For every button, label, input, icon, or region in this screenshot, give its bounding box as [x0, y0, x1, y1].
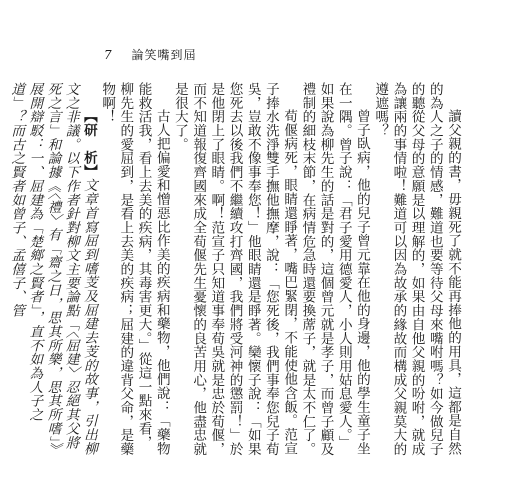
paragraph: 古人把偏愛和憎惡比作美的疾病和藥物，他們說：「藥物能救活我，看上去美的疾病，其毒害更大。」從這一點來看，柳先生的愛屈到，是看上去美的疾病；屈建的違背父命，是藥物啊！ [99, 82, 170, 456]
paragraph: 讀父親的書，毋親死了就不能再捧他的用具，這都是自然的為人之子的情感，難道也要等待父母來嘴咐嗎？如今做兒子的聽從父母的意願是以理解的，如果由自他父親的吩咐，就成為讓兩的事情啦！難道可以因為故承的緣故而構成父親莫大的遵遮嗎？ [372, 82, 461, 456]
vertical-text-body [8, 82, 462, 462]
analysis-text: 文章首寫屈到嗜芰及屈建去芰的故事，引出柳文之非議。以下作者針對柳文主要論點「〈屈建〉忍絕其父將死之言」和論據《〈禮〉有「齋之日，思其所樂，思其所嗜」》展開辯駁：一、屈建為「楚鄉之賢者」，直不如為人子之道」？而古之賢者如曾子、孟僖子、管 [8, 82, 97, 457]
paragraph: 荀偃病死，眼睛還睜著，嘴巴緊閉，不能使他含飯。范宣子捧水洗淨雙手撫他撫摩，說：「您死後，我們事奉您兒子荀吳，豈敢不像事奉您！」他眼睛還是睜著。欒懷子說：「如果您死去以後我們不繼續攻打齊國，我們將受河神的懲罰！」於是他閉上了眼睛。啊！范宣子只知道事奉荀吳就是忠於荀偃，而不知道報復齊國來成全荀偃先生憂懷的良苦用心，他盡忠就是很大了。 [171, 82, 298, 456]
running-title: 論笑嘴到屆 [131, 48, 197, 62]
page-number: 7 [104, 48, 113, 62]
analysis-label: 【研 析】 [80, 109, 97, 179]
paragraph: 曾子臥病，他的兒子曾元靠在他的身邊，他的學生童子坐在一隅。曾子說：「君子愛用德愛人，小人則用姑息愛人。」如果說為柳先生的話是對的，這個曾元就是孝子，而曾子顧及禮制的細枝末節，在病情危急時還要換蓆子，就是太不仁了。 [299, 82, 370, 456]
page-header [104, 46, 196, 63]
analysis-note [7, 82, 98, 462]
